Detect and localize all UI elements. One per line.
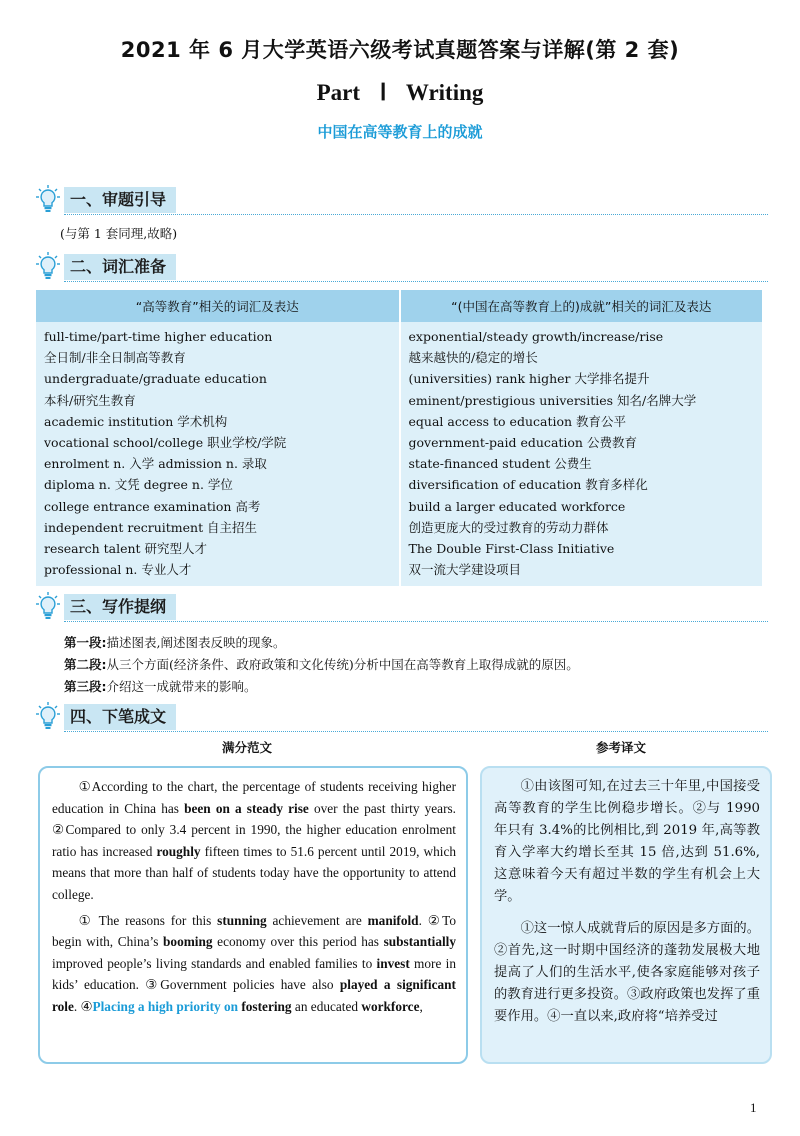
- section-title: 四、下笔成文: [64, 704, 176, 730]
- essay-text: . ②To begin with, China’s: [52, 912, 456, 950]
- lightbulb-icon: [36, 184, 60, 214]
- section-divider: [64, 621, 768, 622]
- section-header-3: [36, 594, 768, 620]
- key-phrase: been on a steady rise: [184, 800, 309, 816]
- outline-text: 介绍这一成就带来的影响。: [106, 679, 257, 694]
- column-heading-english: 满分范文: [222, 740, 273, 755]
- section-divider: [64, 214, 768, 215]
- section-header-2: [36, 254, 768, 280]
- essay-text: more in kids’ education. ③Government policies have also: [52, 955, 456, 993]
- key-phrase: substantially: [383, 934, 457, 950]
- vocabulary-table: [36, 290, 764, 586]
- essay-topic: 中国在高等教育上的成就: [317, 123, 483, 141]
- section-note: (与第 1 套同理,故略): [60, 226, 178, 241]
- list-item: build a larger educated workforce: [408, 498, 626, 514]
- part-heading: Part Ⅰ Writing: [316, 80, 484, 105]
- translation-paragraph-1: ①由该图可知,在过去三十年里,中国接受高等教育的学生比例稳步增长。②与 1990 年只有 3.4%的比例相比,到 2019 年,高等教育入学率大约增长至其 15 倍,达到 51.6%,这意味着今天有超过半数的学生有机会上大学。: [494, 779, 760, 904]
- outline-text: 描述图表,阐述图表反映的现象。: [106, 635, 286, 650]
- key-phrase: workforce: [361, 998, 420, 1014]
- model-essay-box: [38, 766, 468, 1064]
- essay-text: ,: [419, 998, 423, 1014]
- lightbulb-icon: [36, 591, 60, 621]
- essay-text: ① The reasons for this: [78, 912, 218, 928]
- essay-text: fifteen times to 51.6 percent until 2019, which means that more than half of students today have the opportunity to attend college.: [52, 843, 456, 902]
- section-title: 三、写作提纲: [64, 594, 176, 620]
- list-item: vocational school/college 职业学校/学院: [44, 434, 287, 450]
- list-item: 创造更庞大的受过教育的劳动力群体: [408, 519, 609, 535]
- section-title: 二、词汇准备: [64, 254, 176, 280]
- list-item: The Double First-Class Initiative: [408, 540, 615, 556]
- list-item: equal access to education 教育公平: [408, 413, 627, 429]
- page-title: 2021 年 6 月大学英语六级考试真题答案与详解(第 2 套): [120, 38, 680, 62]
- list-item: state-financed student 公费生: [408, 456, 592, 472]
- list-item: 双一流大学建设项目: [408, 562, 522, 578]
- list-item: enrolment n. 入学 admission n. 录取: [44, 456, 267, 472]
- table-header: “(中国在高等教育上的)成就”相关的词汇及表达: [400, 290, 764, 322]
- essay-text: improved people’s living standards and enabled families to: [52, 955, 377, 971]
- outline-label: 第一段:: [64, 635, 107, 650]
- translation-box: [480, 766, 772, 1064]
- lightbulb-icon: [36, 251, 60, 281]
- outline-label: 第二段:: [64, 657, 107, 672]
- key-phrase: stunning: [217, 912, 267, 928]
- key-phrase: played a significant role: [52, 977, 456, 1014]
- list-item: undergraduate/graduate education: [44, 371, 267, 387]
- list-item: full-time/part-time higher education: [44, 329, 273, 344]
- list-item: eminent/prestigious universities 知名/名牌大学: [408, 392, 697, 408]
- list-item: 越来越快的/稳定的增长: [408, 350, 538, 366]
- table-header: “高等教育”相关的词汇及表达: [36, 290, 400, 322]
- list-item: independent recruitment 自主招生: [44, 519, 258, 535]
- essay-text: over the past thirty years. ②Compared to only 3.4 percent in 1990, the higher education enrolment ratio has increased: [52, 800, 456, 859]
- outline-item: [64, 654, 579, 676]
- list-item: 本科/研究生教育: [44, 392, 136, 408]
- outline-label: 第三段:: [64, 679, 107, 694]
- list-item: government-paid education 公费教育: [408, 434, 637, 450]
- list-item: professional n. 专业人才: [44, 562, 192, 578]
- table-column-right: [400, 322, 764, 586]
- essay-text: an educated: [291, 998, 362, 1014]
- section-divider: [64, 731, 768, 732]
- essay-text: . ④: [73, 998, 93, 1014]
- list-item: diversification of education 教育多样化: [408, 477, 648, 493]
- section-title: 一、审题引导: [64, 187, 176, 213]
- key-phrase: roughly: [156, 843, 201, 859]
- writing-outline: [64, 632, 579, 698]
- section-divider: [64, 281, 768, 282]
- section-header-1: [36, 187, 768, 213]
- list-item: (universities) rank higher 大学排名提升: [408, 371, 650, 387]
- highlighted-phrase: Placing a high priority on: [92, 998, 239, 1014]
- translation-paragraph-2: ①这一惊人成就背后的原因是多方面的。②首先,这一时期中国经济的蓬勃发展极大地提高了人们的生活水平,使各家庭能够对孩子的教育进行更多投资。③政府政策也发挥了重要作用。④一直以来,政府将“培养受过: [494, 921, 760, 1024]
- key-phrase: fostering: [241, 998, 292, 1014]
- essay-paragraph-2: [40, 906, 466, 1018]
- essay-text: economy over this period has: [212, 934, 384, 950]
- essay-text: achievement are: [266, 912, 368, 928]
- list-item: diploma n. 文凭 degree n. 学位: [44, 477, 233, 493]
- list-item: college entrance examination 高考: [44, 498, 261, 514]
- table-column-left: [36, 322, 400, 586]
- essay-text: ①According to the chart, the percentage of students receiving higher education in China has: [52, 779, 456, 816]
- outline-text: 从三个方面(经济条件、政府政策和文化传统)分析中国在高等教育上取得成就的原因。: [106, 657, 579, 672]
- list-item: exponential/steady growth/increase/rise: [408, 329, 664, 344]
- outline-item: [64, 632, 579, 654]
- column-heading-chinese: 参考译文: [596, 740, 647, 755]
- key-phrase: invest: [376, 955, 410, 971]
- page-number: 1: [750, 1100, 757, 1115]
- lightbulb-icon: [36, 701, 60, 731]
- key-phrase: manifold: [367, 912, 419, 928]
- list-item: academic institution 学术机构: [44, 413, 228, 429]
- list-item: research talent 研究型人才: [44, 540, 208, 556]
- list-item: 全日制/非全日制高等教育: [44, 350, 186, 366]
- outline-item: [64, 676, 579, 698]
- key-phrase: booming: [163, 934, 213, 950]
- essay-paragraph-1: [40, 768, 466, 906]
- section-header-4: [36, 704, 768, 730]
